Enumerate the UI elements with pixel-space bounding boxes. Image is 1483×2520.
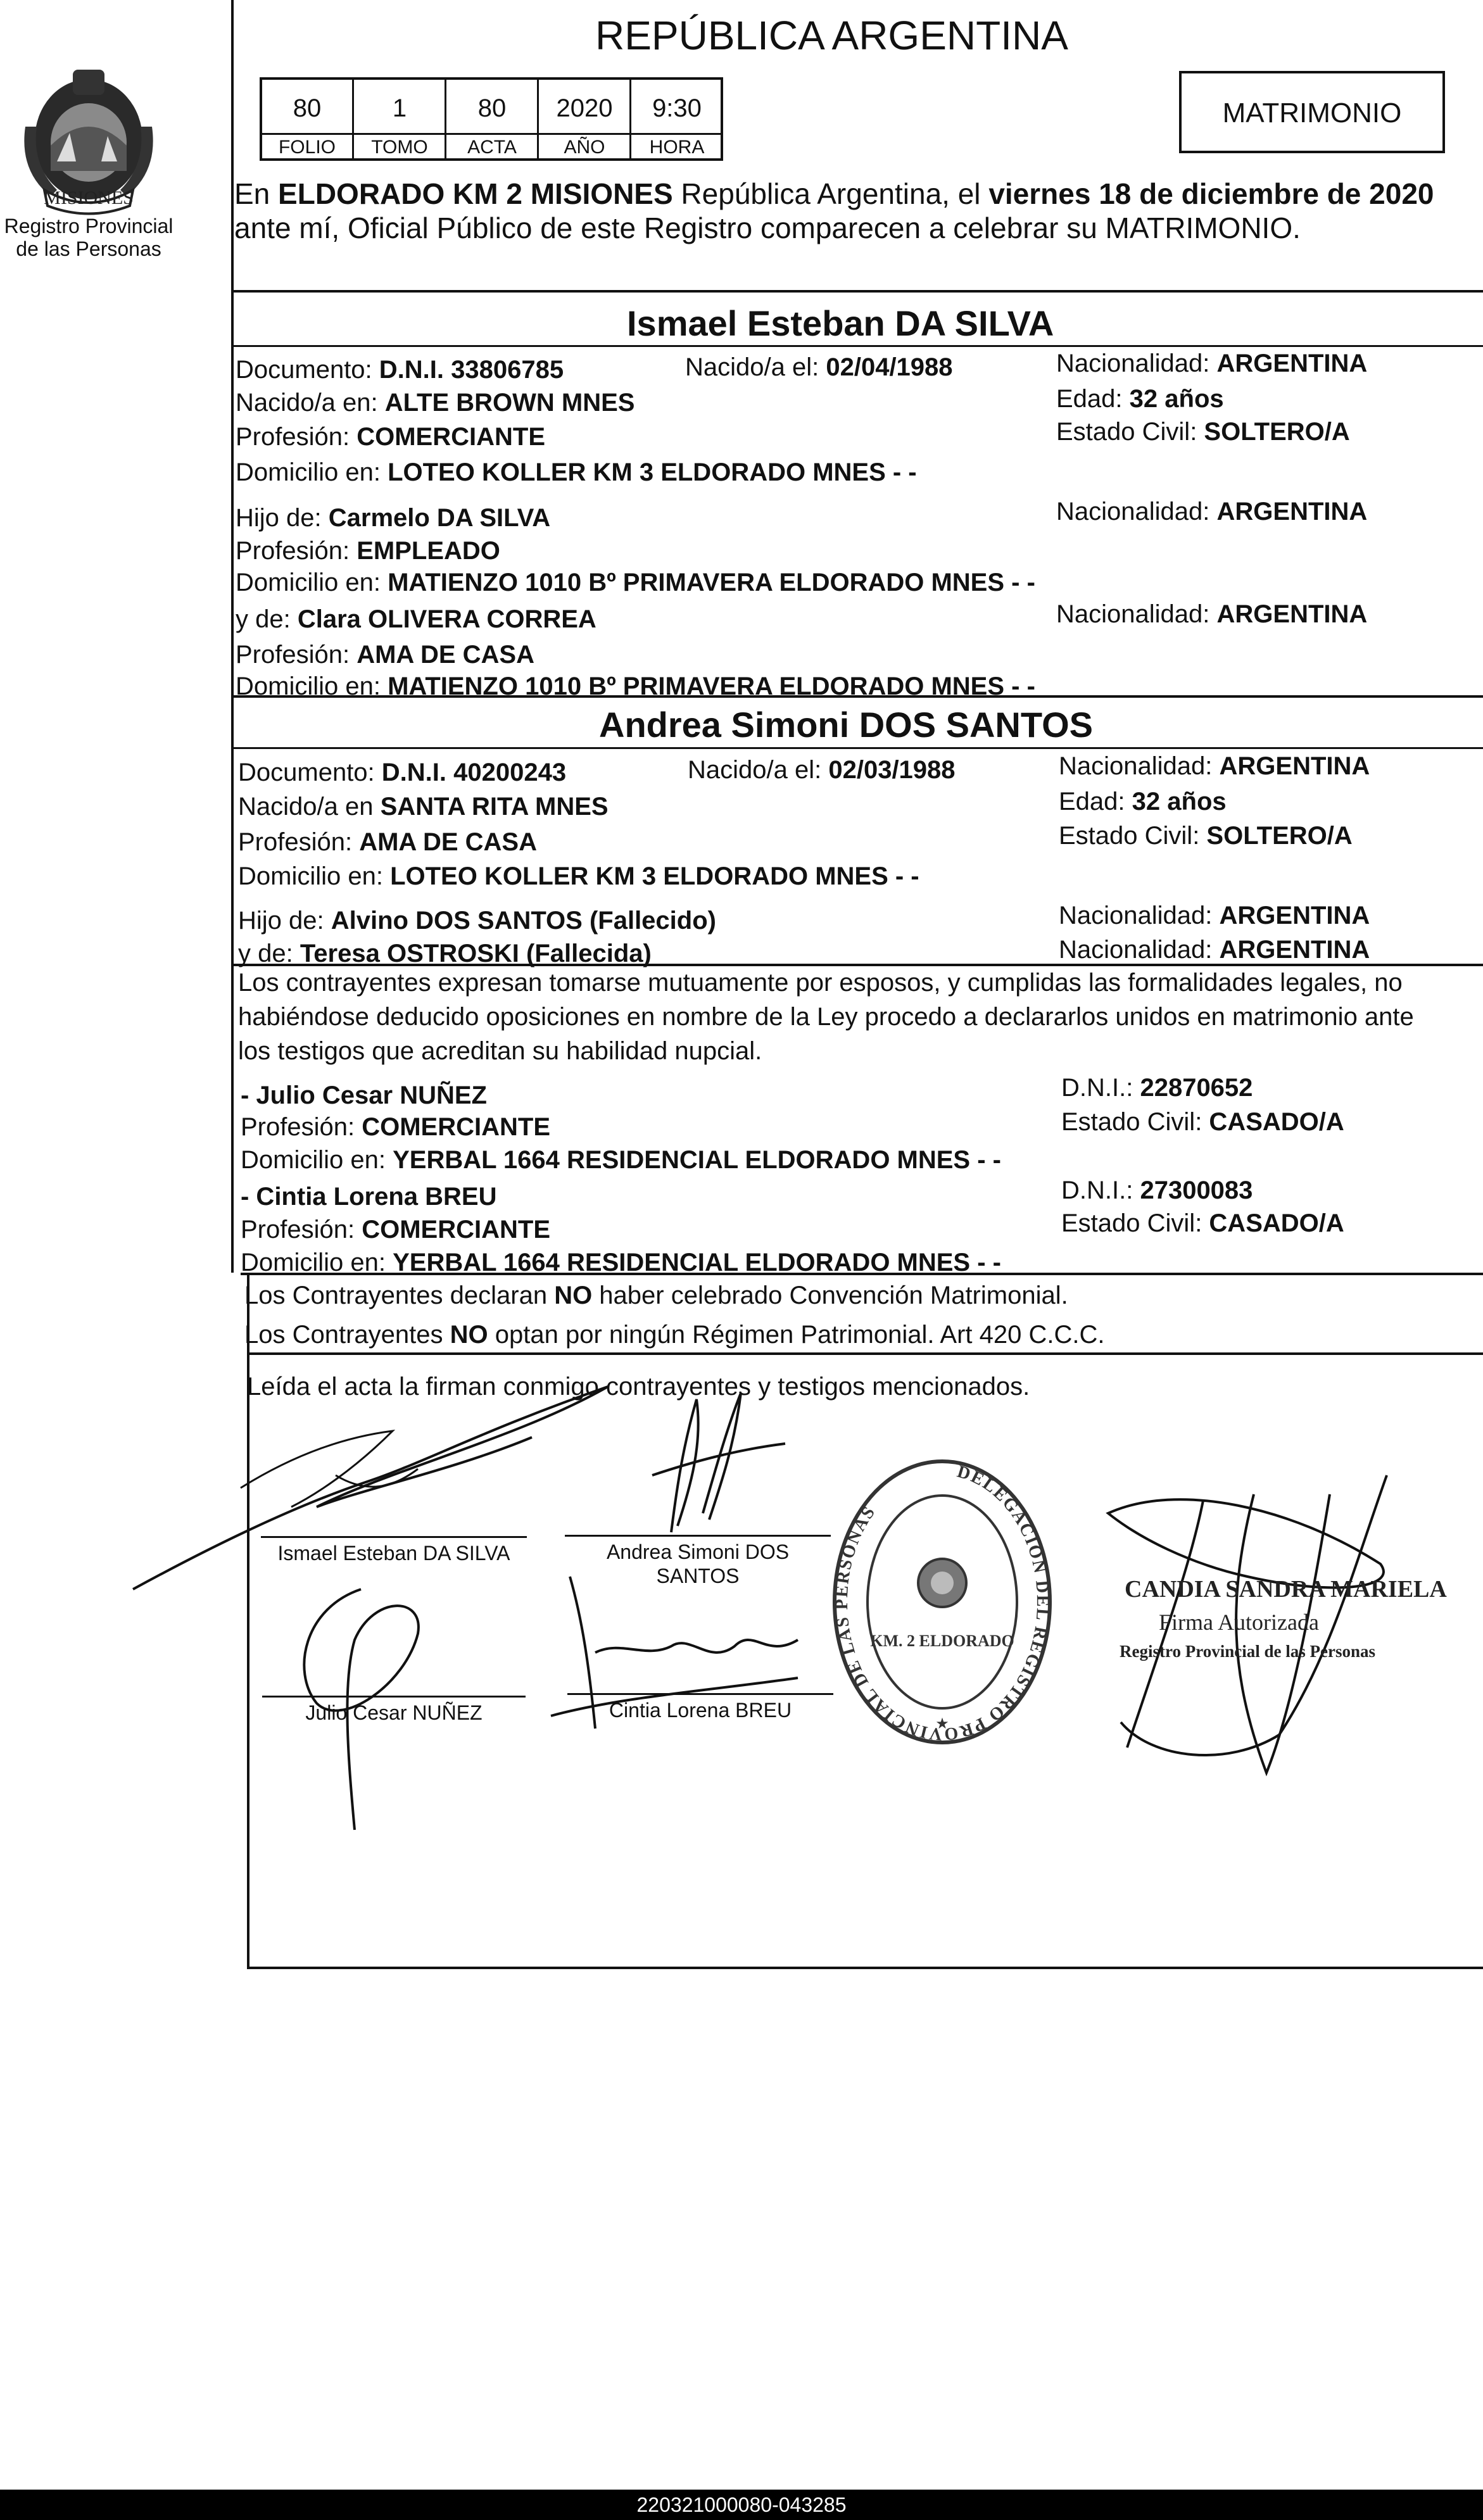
signature-line-spouse1 [261, 1536, 527, 1538]
spouse2-mother-nationality: Nacionalidad: ARGENTINA [1059, 936, 1370, 964]
divider-spouse2-name [231, 747, 1483, 749]
spouse1-document: Documento: D.N.I. 33806785 [236, 356, 564, 384]
spouse1-birth-place: Nacido/a en: ALTE BROWN MNES [236, 389, 635, 417]
spouse1-profession: Profesión: COMERCIANTE [236, 423, 545, 451]
witness2-dni: D.N.I.: 27300083 [1061, 1176, 1253, 1204]
registry-stamp-icon [828, 1456, 1056, 1748]
intro-place: ELDORADO KM 2 MISIONES [278, 177, 673, 210]
spouse2-address: Domicilio en: LOTEO KOLLER KM 3 ELDORADO MNES - - [238, 862, 919, 890]
spouse1-father-profession: Profesión: EMPLEADO [236, 537, 500, 565]
handwritten-signature-witness1 [279, 1583, 443, 1849]
witness1-address: Domicilio en: YERBAL 1664 RESIDENCIAL ELDORADO MNES - - [241, 1146, 1001, 1174]
emblem-top-text: PROVINCIA DE [35, 47, 142, 87]
spouse1-age: Edad: 32 años [1056, 385, 1224, 413]
page-title: REPÚBLICA ARGENTINA [595, 13, 1068, 58]
misiones-coat-of-arms-icon [13, 32, 165, 215]
spouse2-mother: y de: Teresa OSTROSKI (Fallecida) [238, 940, 652, 967]
spouse2-father-nationality: Nacionalidad: ARGENTINA [1059, 902, 1370, 929]
spouse1-mother: y de: Clara OLIVERA CORREA [236, 605, 596, 633]
witness2-address: Domicilio en: YERBAL 1664 RESIDENCIAL ELDORADO MNES - - [241, 1249, 1001, 1276]
registry-delegation-stamp [828, 1456, 1056, 1748]
record-table-sep-3 [537, 77, 539, 161]
frame-bottom-border [247, 1967, 1483, 1969]
folio-label: FOLIO [278, 137, 336, 158]
spouse1-civil-status: Estado Civil: SOLTERO/A [1056, 418, 1350, 446]
spouse2-name: Andrea Simoni DOS SANTOS [599, 705, 1093, 745]
hora-value: 9:30 [652, 94, 702, 122]
witness2-name: - Cintia Lorena BREU [241, 1183, 497, 1211]
spouse2-age: Edad: 32 años [1059, 788, 1227, 816]
hora-label: HORA [649, 137, 705, 158]
intro-line-2: ante mí, Oficial Público de este Registro comparecen a celebrar su MATRIMONIO. [234, 211, 1301, 244]
emblem-bottom-text: MISIONES [44, 187, 134, 208]
officer-registry: Registro Provincial de las Personas [1120, 1642, 1375, 1661]
officer-authorized-label: Firma Autorizada [1159, 1610, 1319, 1635]
record-table-sep-4 [629, 77, 631, 161]
intro-date: viernes 18 de diciembre de 2020 [988, 177, 1434, 210]
witness1-name: - Julio Cesar NUÑEZ [241, 1081, 487, 1109]
spouse2-father: Hijo de: Alvino DOS SANTOS (Fallecido) [238, 907, 716, 935]
spouse1-mother-address: Domicilio en: MATIENZO 1010 Bº PRIMAVERA ELDORADO MNES - - [236, 672, 1035, 700]
acta-value: 80 [477, 94, 507, 122]
frame-left-border-upper [231, 0, 234, 1273]
witness1-profession: Profesión: COMERCIANTE [241, 1113, 550, 1141]
spouse1-father-nationality: Nacionalidad: ARGENTINA [1056, 498, 1368, 526]
signature-caption-spouse1: Ismael Esteban DA SILVA [277, 1542, 510, 1565]
spouse1-mother-nationality: Nacionalidad: ARGENTINA [1056, 600, 1368, 628]
act-type: MATRIMONIO [1222, 98, 1402, 129]
spouse1-father-address: Domicilio en: MATIENZO 1010 Bº PRIMAVERA ELDORADO MNES - - [236, 569, 1035, 596]
tomo-value: 1 [392, 94, 407, 122]
signature-caption-witness1: Julio Cesar NUÑEZ [305, 1701, 483, 1724]
document-code: 220321000080-043285 [636, 2493, 847, 2516]
spouse2-birth-place: Nacido/a en SANTA RITA MNES [238, 793, 609, 821]
declaration-line-2: habiéndose deducido oposiciones en nombre de la Ley procedo a declararlos unidos en matrimonio ante [238, 1003, 1414, 1031]
witness1-dni: D.N.I.: 22870652 [1061, 1074, 1253, 1102]
intro-prefix: En [234, 177, 279, 210]
divider-convention-end [247, 1352, 1483, 1355]
spouse1-name: Ismael Esteban DA SILVA [627, 303, 1054, 343]
divider-after-intro [231, 290, 1483, 293]
signature-caption-spouse2-line2: SANTOS [656, 1565, 740, 1587]
spouse2-civil-status: Estado Civil: SOLTERO/A [1059, 822, 1353, 850]
anio-label: AÑO [564, 137, 605, 158]
intro-line-1 [234, 176, 1434, 211]
anio-value: 2020 [556, 94, 613, 122]
spouse1-address: Domicilio en: LOTEO KOLLER KM 3 ELDORADO MNES - - [236, 458, 917, 486]
spouse2-nationality: Nacionalidad: ARGENTINA [1059, 752, 1370, 780]
registry-name-line1: Registro Provincial [4, 215, 174, 237]
tomo-label: TOMO [371, 137, 428, 158]
handwritten-signature-witness2 [545, 1570, 811, 1760]
stamp-center-text: KM. 2 ELDORADO [870, 1632, 1014, 1650]
spouse1-birth-date: Nacido/a el: 02/04/1988 [685, 353, 953, 381]
spouse1-mother-profession: Profesión: AMA DE CASA [236, 641, 534, 669]
handwritten-signature-spouse1 [127, 1361, 697, 1526]
spouse2-profession: Profesión: AMA DE CASA [238, 828, 537, 856]
officer-name: CANDIA SANDRA MARIELA [1125, 1576, 1447, 1603]
handwritten-signature-spouse2 [633, 1387, 798, 1539]
folio-value: 80 [293, 94, 322, 122]
witness2-civil-status: Estado Civil: CASADO/A [1061, 1209, 1344, 1237]
stamp-ring-text: DELEGACION DEL REGISTRO PROVINCIAL DE LAS PERSONAS [831, 1461, 1052, 1744]
record-table-sep-2 [445, 77, 446, 161]
declaration-line-3: los testigos que acreditan su habilidad nupcial. [238, 1037, 762, 1065]
record-table-sep-1 [352, 77, 354, 161]
spouse2-document: Documento: D.N.I. 40200243 [238, 759, 567, 786]
registry-name-line2: de las Personas [16, 237, 161, 260]
witness1-civil-status: Estado Civil: CASADO/A [1061, 1108, 1344, 1136]
divider-spouse1-name [231, 345, 1483, 347]
signature-caption-witness2: Cintia Lorena BREU [609, 1699, 792, 1722]
acta-label: ACTA [467, 137, 517, 158]
spouse1-father: Hijo de: Carmelo DA SILVA [236, 504, 551, 532]
intro-middle: República Argentina, el [672, 177, 989, 210]
witness2-profession: Profesión: COMERCIANTE [241, 1216, 550, 1244]
spouse1-nationality: Nacionalidad: ARGENTINA [1056, 350, 1368, 377]
reading-statement: Leída el acta la firman conmigo contrayentes y testigos mencionados. [247, 1373, 1030, 1401]
convention-line-1: Los Contrayentes declaran NO haber celebrado Convención Matrimonial. [244, 1282, 1068, 1309]
province-emblem [13, 32, 165, 215]
signature-caption-spouse2-line1: Andrea Simoni DOS [606, 1540, 790, 1563]
convention-line-2: Los Contrayentes NO optan por ningún Régimen Patrimonial. Art 420 C.C.C. [244, 1321, 1105, 1349]
spouse2-birth-date: Nacido/a el: 02/03/1988 [688, 756, 956, 784]
stamp-star-icon: ★ [935, 1715, 949, 1732]
declaration-line-1: Los contrayentes expresan tomarse mutuamente por esposos, y cumplidas las formalidades legales, no [238, 969, 1403, 997]
